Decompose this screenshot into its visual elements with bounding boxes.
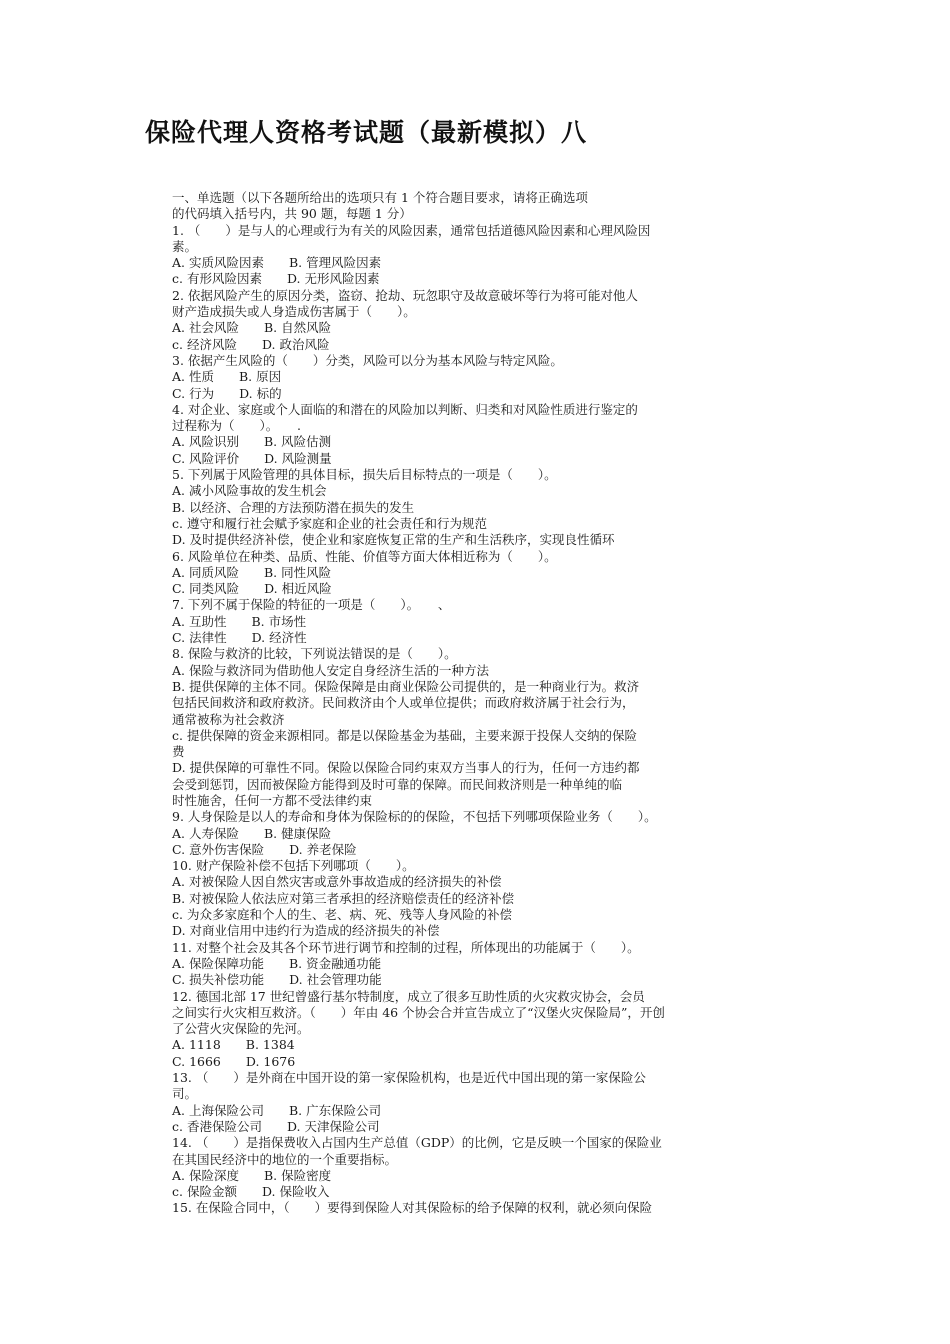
exam-body xyxy=(172,190,772,1217)
text-line: 财产造成损失或人身造成伤害属于（ ）。 xyxy=(172,304,416,320)
text-line: A. 上海保险公司 B. 广东保险公司 xyxy=(172,1102,382,1118)
text-line: A. 减小风险事故的发生机会 xyxy=(172,483,327,499)
text-line: 通常被称为社会救济 xyxy=(172,711,285,727)
text-line: 7. 下列不属于保险的特征的一项是（ ）。 、 xyxy=(172,597,451,613)
text-line: c. 遵守和履行社会赋予家庭和企业的社会责任和行为规范 xyxy=(172,515,487,531)
text-line: c. 提供保障的资金来源相同。都是以保险基金为基础，主要来源于投保人交纳的保险 xyxy=(172,727,637,743)
text-line: 了公营火灾保险的先河。 xyxy=(172,1021,310,1037)
text-line: c. 经济风险 D. 政治风险 xyxy=(172,336,330,352)
text-line: 13. （ ）是外商在中国开设的第一家保险机构，也是近代中国出现的第一家保险公 xyxy=(172,1070,646,1086)
text-line: 时性施舍，任何一方都不受法律约束 xyxy=(172,792,373,808)
document-title: 保险代理人资格考试题（最新模拟）八 xyxy=(145,118,588,147)
text-line: c. 为众多家庭和个人的生、老、病、死、残等人身风险的补偿 xyxy=(172,907,512,923)
text-line: 司。 xyxy=(172,1086,198,1102)
text-line: 3. 依据产生风险的（ ）分类，风险可以分为基本风险与特定风险。 xyxy=(172,352,563,368)
text-line: B. 对被保险人依法应对第三者承担的经济赔偿责任的经济补偿 xyxy=(172,890,515,906)
text-line: C. 损失补偿功能 D. 社会管理功能 xyxy=(172,972,382,988)
text-line: B. 以经济、合理的方法预防潜在损失的发生 xyxy=(172,499,415,515)
text-line: 14. （ ）是指保费收入占国内生产总值（GDP）的比例，它是反映一个国家的保险业 xyxy=(172,1135,662,1151)
text-line: 1. （ ）是与人的心理或行为有关的风险因素，通常包括道德风险因素和心理风险因 xyxy=(172,222,651,238)
text-line: A. 保险深度 B. 保险密度 xyxy=(172,1167,332,1183)
text-line: A. 对被保险人因自然灾害或意外事故造成的经济损失的补偿 xyxy=(172,874,502,890)
text-line: A. 社会风险 B. 自然风险 xyxy=(172,320,332,336)
text-line: 10. 财产保险补偿不包括下列哪项（ ）。 xyxy=(172,858,415,874)
text-line: 之间实行火灾相互救济。（ ）年由 46 个协会合并宣告成立了“汉堡火灾保险局”，开创 xyxy=(172,1004,665,1020)
text-line: A. 实质风险因素 B. 管理风险因素 xyxy=(172,255,382,271)
text-line: D. 提供保障的可靠性不同。保险以保险合同约束双方当事人的行为，任何一方违约都 xyxy=(172,760,640,776)
text-line: C. 1666 D. 1676 xyxy=(172,1053,296,1069)
text-line: A. 人寿保险 B. 健康保险 xyxy=(172,825,332,841)
text-line: A. 保险保障功能 B. 资金融通功能 xyxy=(172,955,382,971)
text-line: 过程称为（ ）。 . xyxy=(172,418,301,434)
text-line: C. 法律性 D. 经济性 xyxy=(172,630,307,646)
text-line: 费 xyxy=(172,744,185,760)
text-line: C. 行为 D. 标的 xyxy=(172,385,282,401)
text-line: 5. 下列属于风险管理的具体目标，损失后目标特点的一项是（ ）。 xyxy=(172,467,557,483)
text-line: A. 性质 B. 原因 xyxy=(172,369,282,385)
text-line: c. 有形风险因素 D. 无形风险因素 xyxy=(172,271,380,287)
text-line: 素。 xyxy=(172,238,198,254)
text-line: D. 对商业信用中违约行为造成的经济损失的补偿 xyxy=(172,923,440,939)
text-line: A. 互助性 B. 市场性 xyxy=(172,613,307,629)
text-line: 15. 在保险合同中，（ ）要得到保险人对其保险标的给予保障的权利，就必须向保险 xyxy=(172,1200,653,1216)
text-line: 包括民间救济和政府救济。民间救济由个人或单位提供；而政府救济属于社会行为， xyxy=(172,695,635,711)
text-line: 在其国民经济中的地位的一个重要指标。 xyxy=(172,1151,398,1167)
text-line: c. 香港保险公司 D. 天津保险公司 xyxy=(172,1118,380,1134)
text-line: 2. 依据风险产生的原因分类，盗窃、抢劫、玩忽职守及故意破坏等行为将可能对他人 xyxy=(172,287,638,303)
text-line: C. 意外伤害保险 D. 养老保险 xyxy=(172,841,357,857)
text-line: C. 同类风险 D. 相近风险 xyxy=(172,581,332,597)
text-line: 会受到惩罚，因而被保险方能得到及时可靠的保障。而民间救济则是一种单纯的临 xyxy=(172,776,623,792)
text-line: 8. 保险与救济的比较，下列说法错误的是（ ）。 xyxy=(172,646,457,662)
text-line: A. 保险与救济同为借助他人安定自身经济生活的一种方法 xyxy=(172,662,489,678)
text-line: 的代码填入括号内，共 90 题，每题 1 分） xyxy=(172,206,412,222)
text-line: 9. 人身保险是以人的寿命和身体为保险标的的保险，不包括下列哪项保险业务（ ）。 xyxy=(172,809,657,825)
text-line: c. 保险金额 D. 保险收入 xyxy=(172,1184,330,1200)
text-line: C. 风险评价 D. 风险测量 xyxy=(172,450,332,466)
text-line: B. 提供保障的主体不同。保险保障是由商业保险公司提供的，是一种商业行为。救济 xyxy=(172,678,640,694)
text-line: 一、单选题（以下各题所给出的选项只有 1 个符合题目要求，请将正确选项 xyxy=(172,190,588,205)
text-line: 6. 风险单位在种类、品质、性能、价值等方面大体相近称为（ ）。 xyxy=(172,548,557,564)
text-line: A. 同质风险 B. 同性风险 xyxy=(172,564,332,580)
text-line: 4. 对企业、家庭或个人面临的和潜在的风险加以判断、归类和对风险性质进行鉴定的 xyxy=(172,401,638,417)
text-line: 12. 德国北部 17 世纪曾盛行基尔特制度，成立了很多互助性质的火灾救灾协会，会员 xyxy=(172,988,645,1004)
text-line: A. 1118 B. 1384 xyxy=(172,1037,295,1053)
text-line: A. 风险识别 B. 风险估测 xyxy=(172,434,332,450)
text-line: 11. 对整个社会及其各个环节进行调节和控制的过程，所体现出的功能属于（ ）。 xyxy=(172,939,640,955)
text-line: D. 及时提供经济补偿，使企业和家庭恢复正常的生产和生活秩序，实现良性循环 xyxy=(172,532,615,548)
